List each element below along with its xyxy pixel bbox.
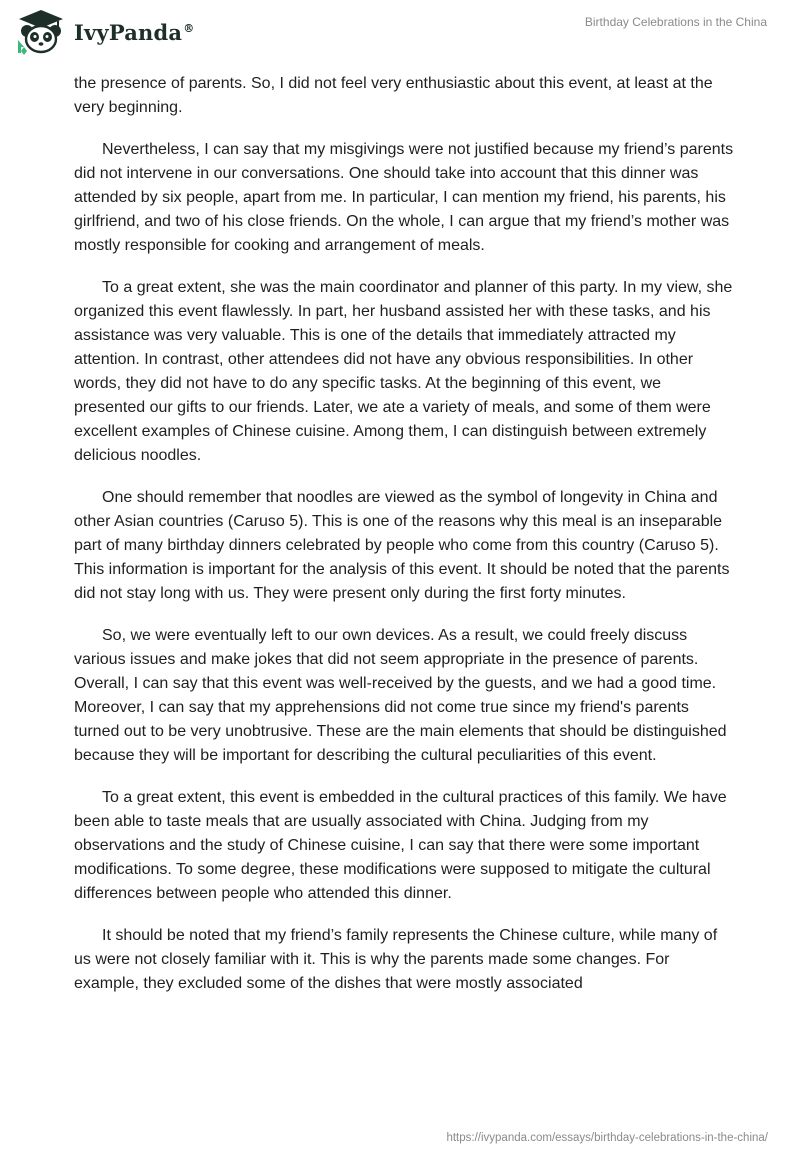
registered-mark: ® [183, 21, 195, 35]
brand-name: IvyPanda® [74, 19, 195, 45]
panda-graduate-icon [14, 7, 68, 55]
paragraph: So, we were eventually left to our own devices. As a result, we could freely discuss various issues and make jokes that did not seem appropriate in the presence of parents. Overall, I can say that this event was well-received by the guests, and we had a good time. Moreover, I can say that my apprehensions did not come true since my friend's parents turned out to be very unobtrusive. These are the main elements that should be distinguished because they will be important for describing the cultural peculiarities of this event. [74, 627, 727, 764]
paragraph: It should be noted that my friend’s family represents the Chinese culture, while many of us were not closely familiar with it. This is why the parents made some changes. For example, they excluded some of the dishes that were mostly associated [74, 927, 718, 992]
paragraph: the presence of parents. So, I did not feel very enthusiastic about this event, at least at the very beginning. [74, 75, 713, 116]
paragraph: To a great extent, this event is embedded in the cultural practices of this family. We have been able to taste meals that are usually associated with China. Judging from my observations and the study of Chinese cuisine, I can say that there were some important modifications. To some degree, these modifications were supposed to mitigate the cultural differences between people who attended this dinner. [74, 789, 727, 902]
paragraph: One should remember that noodles are viewed as the symbol of longevity in China and other Asian countries (Caruso 5). This is one of the reasons why this meal is an inseparable part of many birthday dinners celebrated by people who come from this country (Caruso 5). This information is important for the analysis of this event. It should be noted that the parents did not stay long with us. They were present only during the first forty minutes. [74, 489, 730, 602]
essay-body [74, 72, 734, 1014]
document-title: Birthday Celebrations in the China [584, 15, 767, 29]
paragraph: Nevertheless, I can say that my misgivings were not justified because my friend’s parents did not intervene in our conversations. One should take into account that this dinner was attended by six people, apart from me. In particular, I can mention my friend, his parents, his girlfriend, and two of his close friends. On the whole, I can argue that my friend’s mother was mostly responsible for cooking and arrangement of meals. [74, 141, 734, 254]
source-url[interactable]: https://ivypanda.com/essays/birthday-celebrations-in-the-china/ [446, 1132, 768, 1144]
paragraph: To a great extent, she was the main coordinator and planner of this party. In my view, she organized this event flawlessly. In part, her husband assisted her with these tasks, and his assistance was very valuable. This is one of the details that immediately attracted my attention. In contrast, other attendees did not have any obvious responsibilities. In other words, they did not have to do any specific tasks. At the beginning of this event, we presented our gifts to our friends. Later, we ate a variety of meals, and some of them were excellent examples of Chinese cuisine. Among them, I can distinguish between extremely delicious noodles. [74, 279, 733, 464]
brand-logo[interactable] [14, 7, 194, 55]
page-header [0, 0, 800, 64]
